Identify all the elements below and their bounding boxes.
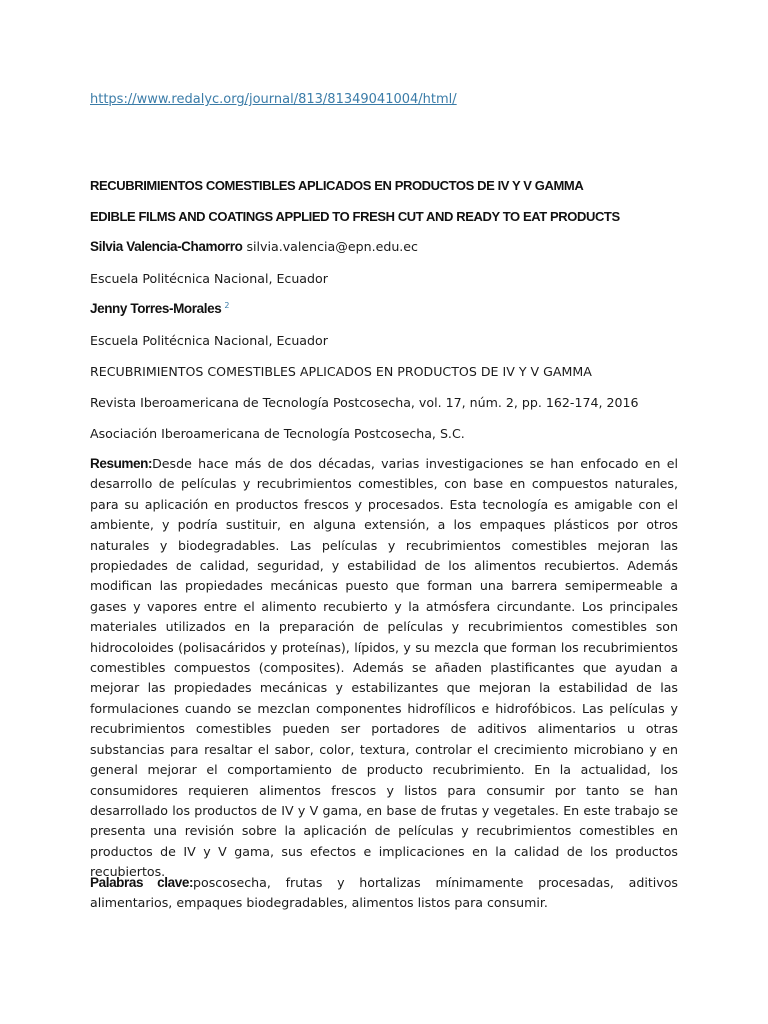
source-url-link[interactable]: https://www.redalyc.org/journal/813/81349041004/html/ [90,92,457,107]
author-1-email[interactable]: silvia.valencia@epn.edu.ec [246,239,418,254]
author-1-affiliation: Escuela Politécnica Nacional, Ecuador [90,271,328,286]
abstract-paragraph [90,454,678,883]
author-2-line [90,301,229,316]
title-spanish: RECUBRIMIENTOS COMESTIBLES APLICADOS EN PRODUCTOS DE IV Y V GAMMA [90,178,584,193]
abstract-label: Resumen: [90,456,153,471]
title-english: EDIBLE FILMS AND COATINGS APPLIED TO FRESH CUT AND READY TO EAT PRODUCTS [90,209,620,224]
author-2-name: Jenny Torres-Morales [90,301,222,317]
author-2-footnote-link[interactable]: 2 [224,301,230,310]
journal-citation: Revista Iberoamericana de Tecnología Postcosecha, vol. 17, núm. 2, pp. 162-174, 2016 [90,395,639,410]
running-title: RECUBRIMIENTOS COMESTIBLES APLICADOS EN PRODUCTOS DE IV Y V GAMMA [90,364,592,379]
keywords-text: poscosecha, frutas y hortalizas mínimamente procesadas, aditivos alimentarios, empaques biodegradables, alimentos listos para consumir. [90,875,678,911]
author-2-affiliation: Escuela Politécnica Nacional, Ecuador [90,333,328,348]
keywords-label: Palabras clave: [90,875,194,890]
author-1-line [90,239,418,254]
abstract-text: Desde hace más de dos décadas, varias investigaciones se han enfocado en el desarrollo de películas y recubrimientos comestibles, con base en compuestos naturales, para su aplicación en productos frescos y procesados. Esta tecnología es amigable con el ambiente, y podría sustituir, en alguna extensión, a los empaques plásticos por otros naturales y biodegradables. Las películas y recubrimientos comestibles mejoran las propiedades de calidad, seguridad, y estabilidad de los alimentos recubiertos. Además modifican las propiedades mecánicas puesto que forman una barrera semipermeable a gases y vapores entre el alimento recubierto y la atmósfera circundante. Los principales materiales utilizados en la preparación de películas y recubrimientos comestibles son hidrocoloides (polisacáridos y proteínas), lípidos, y su mezcla que forman los recubrimientos comestibles compuestos (composites). Además se añaden plastificantes que ayudan a mejorar las propiedades mecánicas y estabilizantes que mejoran la estabilidad de las formulaciones cuando se mezclan componentes hidrofílicos e hidrofóbicos. Las películas y recubrimientos comestibles pueden ser portadores de aditivos alimentarios u otras substancias para resaltar el sabor, color, textura, controlar el crecimiento microbiano y en general mejorar el comportamiento de producto recubrimiento. En la actualidad, los consumidores requieren alimentos frescos y listos para consumir por tanto se han desarrollado los productos de IV y V gama, en base de frutas y vegetales. En este trabajo se presenta una revisión sobre la aplicación de películas y recubrimientos comestibles en productos de IV y V gama, sus efectos e implicaciones en la calidad de los productos recubiertos. [90,456,678,880]
author-1-name: Silvia Valencia-Chamorro [90,239,243,254]
publisher: Asociación Iberoamericana de Tecnología Postcosecha, S.C. [90,426,465,441]
keywords-paragraph [90,873,678,914]
